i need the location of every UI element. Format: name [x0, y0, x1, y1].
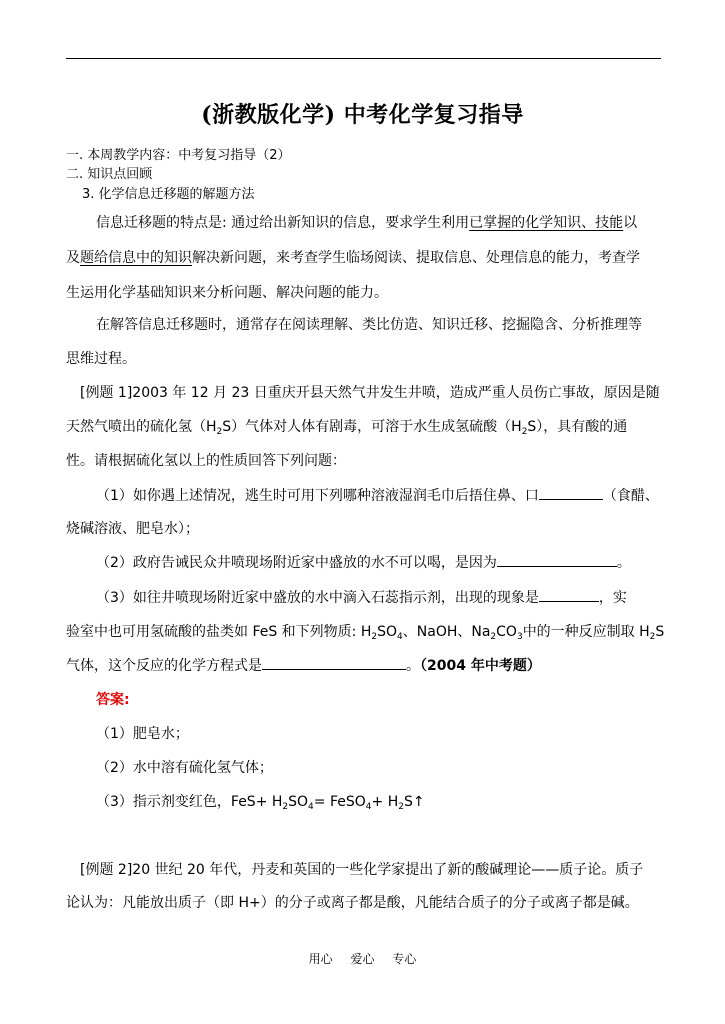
question3-line1: （3）如往井喷现场附近家中盛放的水中滴入石蕊指示剂，出现的现象是 ，实 — [96, 587, 627, 607]
answer-3: （3）指示剂变红色，$FeS+ H_2SO_4=$ FeSO$_4$+ $H_2S↑$ — [96, 794, 425, 812]
question2-line: （2）政府告诫民众井喷现场附近家中盛放的水不可以喝，是因为 。 — [96, 552, 631, 572]
para1-line3: 生运用化学基础知识来分析问题、解决问题的能力。 — [66, 285, 388, 301]
example1-line3: 性。请根据硫化氢以上的性质回答下列问题： — [66, 453, 346, 469]
question3-line2: 验室中也可用氢硫酸的盐类如 FeS 和下列物质: $H_2SO_4$、NaOH、$Na_2CO_3$中的一种反应制取 $H_2S$ — [66, 624, 665, 642]
example2-line1: [例题 2]20 世纪 20 年代，丹麦和英国的一些化学家提出了新的酸碱理论——质子论。质子 — [80, 862, 644, 878]
answer-blank-2[interactable] — [497, 552, 617, 567]
para2-line1: 在解答信息迁移题时，通常存在阅读理解、类比仿造、知识迁移、挖掘隐含、分析推理等 — [96, 317, 642, 333]
page-footer: 用心 爱心 专心 — [308, 952, 417, 966]
answer-label: 答案: — [96, 692, 130, 708]
answer-blank-3[interactable] — [539, 587, 599, 602]
question3-line3: 气体，这个反应的化学方程式是 。（2004 年中考题） — [66, 655, 541, 675]
header-rule — [66, 58, 661, 59]
page-title: (浙教版化学) 中考化学复习指导 — [201, 102, 524, 128]
answer-blank-4[interactable] — [262, 655, 406, 670]
question1-line2: 烧碱溶液、肥皂水）； — [66, 521, 199, 537]
outline-item-2: 二. 知识点回顾 — [66, 167, 153, 182]
answer-1: （1）肥皂水； — [96, 726, 189, 742]
para2-line2: 思维过程。 — [66, 351, 136, 367]
answer-2: （2）水中溶有硫化氢气体； — [96, 760, 273, 776]
para1-line2: 及题给信息中的知识解决新问题，来考查学生临场阅读、提取信息、处理信息的能力，考查学 — [66, 250, 640, 266]
para1-line1: 信息迁移题的特点是: 通过给出新知识的信息，要求学生利用已掌握的化学知识、技能以 — [96, 215, 638, 231]
example1-line2: 天然气喷出的硫化氢$(H_2S)$气体对人体有剧毒，可溶于水生成氢硫酸$(H_2S)$，具有酸的通 — [66, 419, 628, 437]
answer-blank-1[interactable] — [539, 485, 603, 500]
source-note: （2004 年中考题） — [420, 658, 541, 674]
example1-line1: [例题 1]2003 年 12 月 23 日重庆开县天然气井发生井喷，造成严重人员伤亡事故，原因是随 — [80, 385, 660, 401]
question1-line1: （1）如你遇上述情况，逃生时可用下列哪种溶液湿润毛巾后捂住鼻、口 （食醋、 — [96, 485, 659, 505]
example2-line2: 论认为：凡能放出质子（即 H+）的分子或离子都是酸，凡能结合质子的分子或离子都是碱。 — [66, 895, 639, 911]
outline-item-3: 3. 化学信息迁移题的解题方法 — [82, 187, 255, 202]
outline-item-1: 一. 本周教学内容：中考复习指导（2） — [66, 148, 291, 163]
